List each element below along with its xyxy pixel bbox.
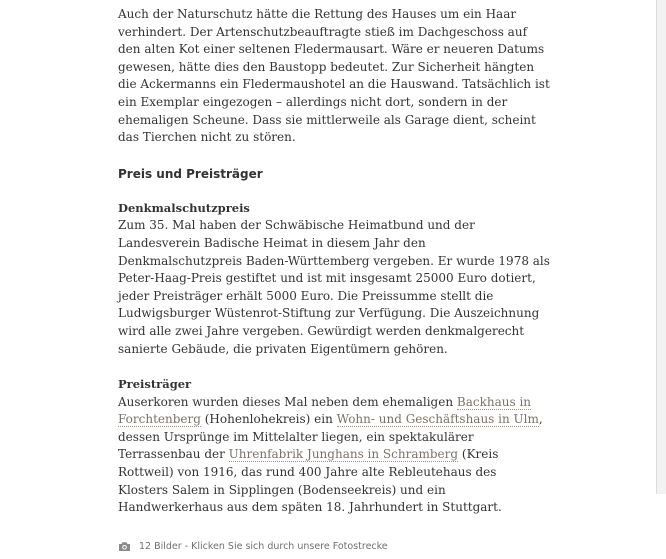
section-heading: Preis und Preisträger [118, 166, 263, 181]
gallery-label: 12 Bilder - Klicken Sie sich durch unsere Fotostrecke [139, 540, 388, 552]
link-backhaus-forchtenberg[interactable]: Backhaus in Forchtenberg [118, 394, 532, 427]
article-body [118, 6, 550, 555]
prize-subheading: Denkmalschutzpreis [118, 200, 250, 215]
winners-text-2: (Hohenlohekreis) ein [200, 412, 337, 427]
winners-text-4: (Kreis Rottweil) von 1916, das rund 400 Jahre alte Rebleutehaus des Klosters Salem in Sipplingen (Bodenseekreis) und ein Handwerkerhaus aus dem späten 18. Jahrhundert in Stuttgart. [118, 447, 502, 515]
winners-subheading: Preisträger [118, 377, 192, 392]
intro-paragraph: Auch der Naturschutz hätte die Rettung des Hauses um ein Haar verhindert. Der Artenschutzbeauftragte stieß im Dachgeschoss auf den alten Kot einer seltenen Fledermausart. Wäre er neueren Datums gewesen, hätte dies den Baustopp bedeutet. Zur Sicherheit hängten die Ackermanns ein Fledermaushotel an die Hauswand. Tatsächlich ist ein Exemplar eingezogen – allerdings nicht dort, sondern in der ehemaligen Scheune. Dass sie mittlerweile als Garage dient, scheint das Tierchen nicht zu stören. [118, 7, 550, 145]
link-wohnhaus-ulm[interactable]: Wohn- und Geschäftshaus in Ulm [336, 412, 539, 427]
camera-icon [118, 541, 131, 552]
prize-text: Zum 35. Mal haben der Schwäbische Heimatbund und der Landesverein Badische Heimat in diesem Jahr den Denkmalschutzpreis Baden-Württemberg vergeben. Er wurde 1978 als Peter-Haag-Preis gestiftet und ist mit insgesamt 25000 Euro dotiert, jeder Preisträger erhält 5000 Euro. Die Preissumme stellt die Ludwigsburger Wüstenrot-Stiftung zur Verfügung. Die Auszeichnung wird alle zwei Jahre vergeben. Gewürdigt werden denkmalgerecht sanierte Gebäude, die privaten Eigentümern gehören. [118, 218, 550, 356]
link-junghans-schramberg[interactable]: Uhrenfabrik Junghans in Schramberg [228, 447, 459, 462]
winners-text-1: Auserkoren wurden dieses Mal neben dem ehemaligen [118, 394, 457, 409]
winners-paragraph [118, 376, 550, 517]
scrollbar[interactable] [656, 0, 666, 494]
gallery-link[interactable] [118, 538, 550, 556]
prize-paragraph [118, 200, 550, 358]
winners-text-3: , dessen Ursprünge im Mittelalter liegen, ein spektakulärer Terrassenbau der [118, 412, 543, 462]
